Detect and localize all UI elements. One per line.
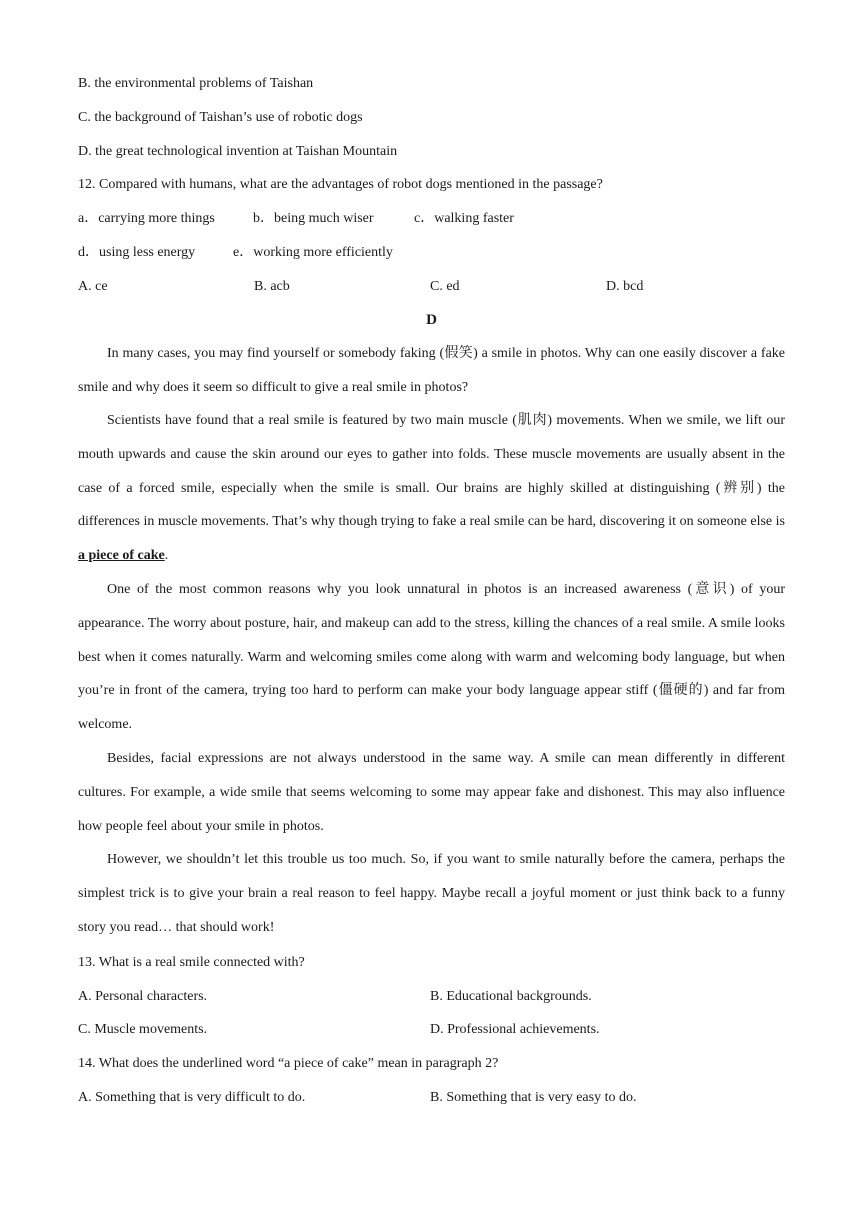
q11-option-d: D. the great technological invention at Taishan Mountain [78,144,398,159]
paragraph-2-end: . [164,548,169,564]
q14-stem: 14. What does the underlined word “a piece of cake” mean in paragraph 2? [78,1056,499,1071]
q14-option-a: A. Something that is very difficult to do. [78,1090,306,1105]
paragraph-2-text: Scientists have found that a real smile is featured by two main muscle (肌肉) movements. When we smile, we lift our mouth upwards and cause the skin around our eyes to gather into folds. These muscle movements are usually absent in the case of a forced smile, especially when the smile is small. Our brains are highly skilled at distinguishing (辨别) the differences in muscle movements. That’s why though trying to fake a real smile can be hard, discovering it on someone else is [78,413,785,530]
q12-option-c: C. ed [430,279,460,294]
q12-option-a: A. ce [78,279,108,294]
q12-item-c: c．walking faster [414,211,514,226]
q13-option-c: C. Muscle movements. [78,1022,208,1037]
underlined-phrase: a piece of cake [78,548,165,564]
q12-item-a: a．carrying more things [78,211,215,226]
paragraph-2 [78,404,785,573]
q12-option-b: B. acb [254,279,290,294]
q12-option-d: D. bcd [606,279,644,294]
paragraph-3: One of the most common reasons why you look unnatural in photos is an increased awareness (意识) of your appearance. The worry about posture, hair, and makeup can add to the stress, killing the chances of a real smile. A smile looks best when it comes naturally. Warm and welcoming smiles come along with warm and welcoming body language, but when you’re in front of the camera, trying too hard to perform can make your body language appear stiff (僵硬的) and far from welcome. [78,582,785,733]
q14-option-b: B. Something that is very easy to do. [430,1090,637,1105]
q13-stem: 13. What is a real smile connected with? [78,955,305,970]
section-heading: D [426,312,437,328]
q11-option-c: C. the background of Taishan’s use of robotic dogs [78,110,363,125]
q12-item-e: e．working more efficiently [233,245,393,260]
paragraph-4: Besides, facial expressions are not always understood in the same way. A smile can mean differently in different cultures. For example, a wide smile that seems welcoming to some may appear fake and dishonest. This may also influence how people feel about your smile in photos. [78,751,785,834]
q13-option-b: B. Educational backgrounds. [430,989,592,1004]
q11-option-b: B. the environmental problems of Taishan [78,76,314,91]
q13-option-d: D. Professional achievements. [430,1022,600,1037]
q12-item-d: d．using less energy [78,245,196,260]
paragraph-1: In many cases, you may find yourself or somebody faking (假笑) a smile in photos. Why can one easily discover a fake smile and why does it seem so difficult to give a real smile in photos? [78,346,785,395]
q12-stem: 12. Compared with humans, what are the advantages of robot dogs mentioned in the passage? [78,177,603,192]
paragraph-5: However, we shouldn’t let this trouble us too much. So, if you want to smile naturally before the camera, perhaps the simplest trick is to give your brain a real reason to feel happy. Maybe recall a joyful moment or just think back to a funny story you read… that should work! [78,852,785,935]
q12-item-b: b．being much wiser [253,211,374,226]
q13-option-a: A. Personal characters. [78,989,208,1004]
